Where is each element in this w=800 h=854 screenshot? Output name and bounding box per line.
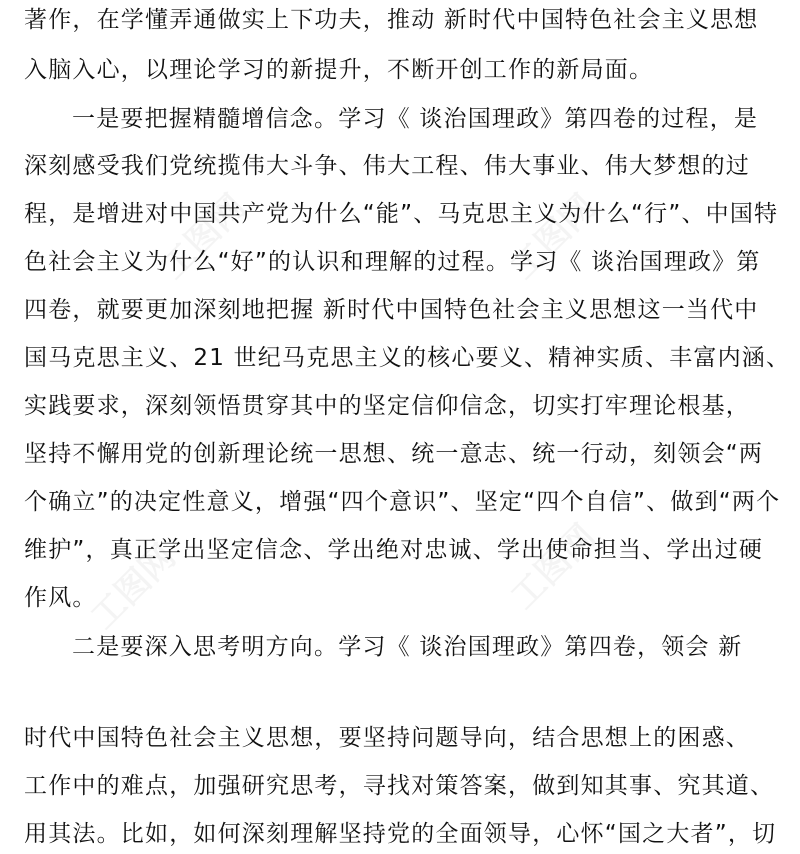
text-line: 色社会主义为什么“好”的认识和理解的过程。学习《 谈治国理政》第 <box>24 249 761 275</box>
text-line: 作风。 <box>24 585 97 611</box>
text-line: 四卷，就要更加深刻地把握 新时代中国特色社会主义思想这一当代中 <box>24 297 759 323</box>
text-line: 程，是增进对中国共产党为什么“能”、马克思主义为什么“行”、中国特 <box>24 201 779 227</box>
text-line: 用其法。比如，如何深刻理解坚持党的全面领导，心怀“国之大者”，切 <box>24 821 777 847</box>
text-line: 工作中的难点，加强研究思考，寻找对策答案，做到知其事、究其道、 <box>24 773 775 799</box>
text-line: 时代中国特色社会主义思想，要坚持问题导向，结合思想上的困惑、 <box>24 725 750 751</box>
paragraph-first-line: 一是要把握精髓增信念。学习《 谈治国理政》第四卷的过程，是 <box>72 106 759 132</box>
text-line: 个确立”的决定性意义，增强“四个意识”、坚定“四个自信”、做到“两个 <box>24 489 781 515</box>
text-line: 国马克思主义、21 世纪马克思主义的核心要义、精神实质、丰富内涵、 <box>24 345 791 371</box>
text-line: 入脑入心，以理论学习的新提升，不断开创工作的新局面。 <box>24 57 654 83</box>
paragraph-first-line: 二是要深入思考明方向。学习《 谈治国理政》第四卷，领会 新 <box>72 634 743 660</box>
text-line: 著作，在学懂弄通做实上下功夫，推动 新时代中国特色社会主义思想 <box>24 7 759 33</box>
text-line: 维护”，真正学出坚定信念、学出绝对忠诚、学出使命担当、学出过硬 <box>24 537 764 563</box>
text-line: 实践要求，深刻领悟贯穿其中的坚定信仰信念，切实打牢理论根基， <box>24 393 750 419</box>
text-line: 深刻感受我们党统揽伟大斗争、伟大工程、伟大事业、伟大梦想的过 <box>24 153 750 179</box>
text-line: 坚持不懈用党的创新理论统一思想、统一意志、统一行动，刻领会“两 <box>24 441 764 467</box>
